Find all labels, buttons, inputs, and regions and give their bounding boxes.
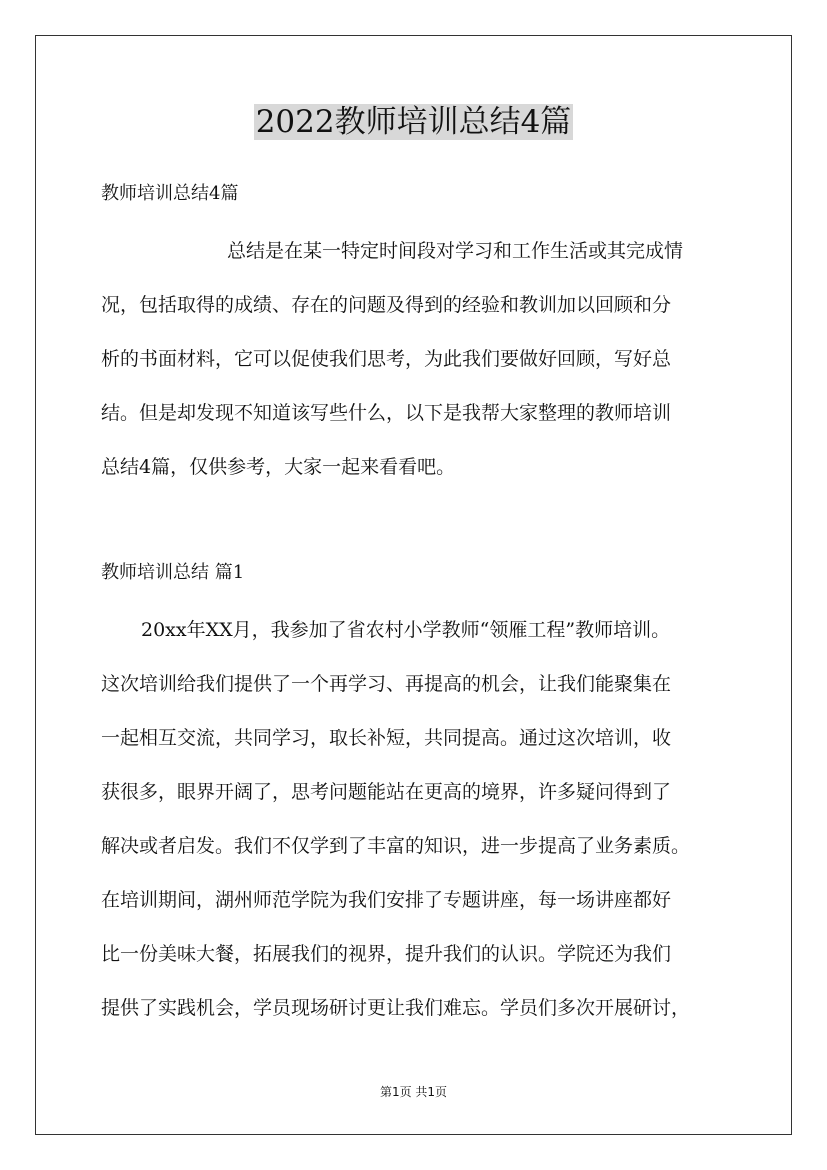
section-line: 在培训期间，湖州师范学院为我们安排了专题讲座，每一场讲座都好 xyxy=(101,889,672,911)
section-line: 解决或者启发。我们不仅学到了丰富的知识，进一步提高了业务素质。 xyxy=(101,835,691,857)
section-line: 提供了实践机会，学员现场研讨更让我们难忘。学员们多次开展研讨， xyxy=(101,997,691,1019)
intro-paragraph xyxy=(101,224,741,494)
intro-line: 况，包括取得的成绩、存在的问题及得到的经验和教训加以回顾和分 xyxy=(101,294,672,316)
document-title xyxy=(0,100,827,144)
page-footer: 第1页 共1页 xyxy=(379,1085,448,1099)
section-line: 比一份美味大餐，拓展我们的视界，提升我们的认识。学院还为我们 xyxy=(101,943,672,965)
section-line: 这次培训给我们提供了一个再学习、再提高的机会，让我们能聚集在 xyxy=(101,673,672,695)
intro-line: 结。但是却发现不知道该写些什么，以下是我帮大家整理的教师培训 xyxy=(101,402,672,424)
intro-line: 总结4篇，仅供参考，大家一起来看看吧。 xyxy=(101,456,456,478)
intro-line: 析的书面材料，它可以促使我们思考，为此我们要做好回顾，写好总 xyxy=(101,348,672,370)
section-paragraph xyxy=(101,603,741,1035)
document-subtitle: 教师培训总结4篇 xyxy=(101,183,239,204)
section-heading: 教师培训总结 篇1 xyxy=(101,562,245,583)
section-line: 一起相互交流，共同学习，取长补短，共同提高。通过这次培训，收 xyxy=(101,727,672,749)
section-line: 获很多，眼界开阔了，思考问题能站在更高的境界，许多疑问得到了 xyxy=(101,781,672,803)
document-title-text: 2022教师培训总结4篇 xyxy=(255,104,572,140)
section-line: 20xx年XX月，我参加了省农村小学教师“领雁工程”教师培训。 xyxy=(141,619,671,641)
intro-line: 总结是在某一特定时间段对学习和工作生活或其完成情 xyxy=(227,240,684,262)
